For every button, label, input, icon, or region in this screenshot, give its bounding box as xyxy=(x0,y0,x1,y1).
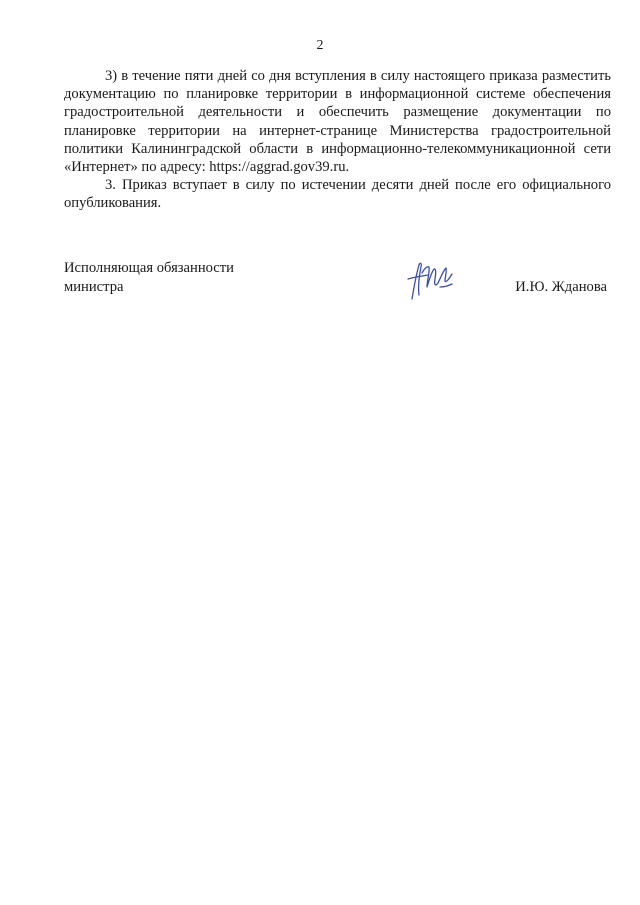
signature-block xyxy=(64,259,611,309)
signer-position-line1: Исполняющая обязанности xyxy=(64,260,234,276)
paragraph-item-3: 3) в течение пяти дней со дня вступления в силу настоящего приказа разместить документацию по планировке территории в информационной системе обеспечения градостроительной деятельности и обеспечить размещение документации по планировке территории на интернет-странице Министерства градостроительной политики Калининградской области в информационно-телекоммуникационной сети «Интернет» по адресу: https://aggrad.gov39.ru. xyxy=(64,68,611,176)
paragraph-order-effective: 3. Приказ вступает в силу по истечении десяти дней после его официального опубликования. xyxy=(64,177,611,212)
document-body xyxy=(64,67,611,213)
signer-name: И.Ю. Жданова xyxy=(515,279,607,295)
signer-position-line2: министра xyxy=(64,279,124,295)
handwritten-signature xyxy=(400,257,460,303)
signer-position xyxy=(64,259,234,297)
page-number: 2 xyxy=(316,38,324,53)
